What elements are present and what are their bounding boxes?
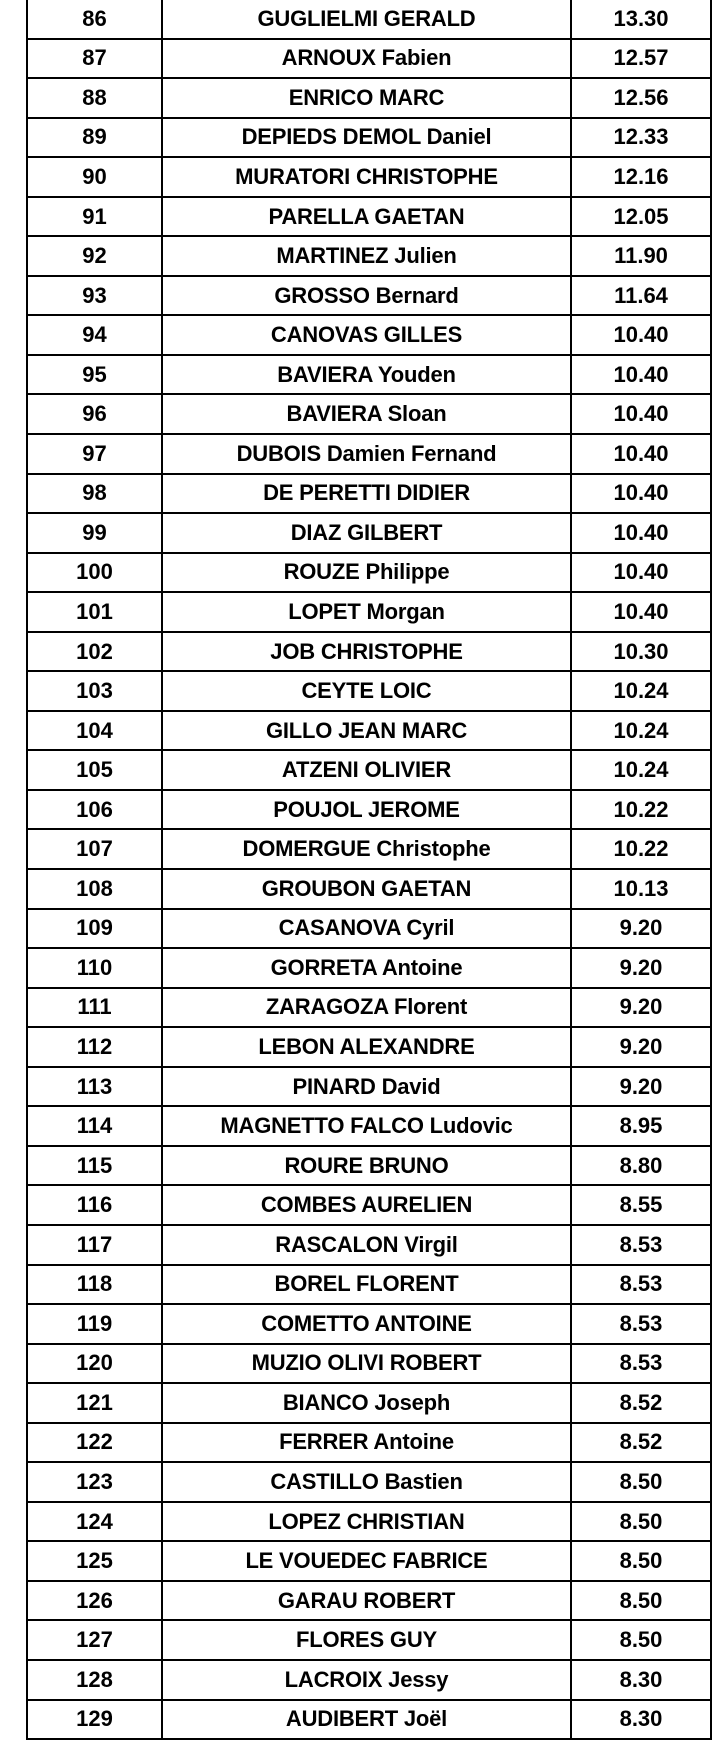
name-cell: CANOVAS GILLES	[162, 315, 571, 355]
score-cell: 9.20	[571, 909, 711, 949]
name-cell: CASTILLO Bastien	[162, 1462, 571, 1502]
score-cell: 10.40	[571, 592, 711, 632]
name-cell: DIAZ GILBERT	[162, 513, 571, 553]
name-cell: GORRETA Antoine	[162, 948, 571, 988]
score-cell: 10.22	[571, 790, 711, 830]
rank-cell: 101	[27, 592, 162, 632]
rank-cell: 104	[27, 711, 162, 751]
score-cell: 10.40	[571, 394, 711, 434]
table-row	[27, 355, 711, 395]
name-cell: BAVIERA Youden	[162, 355, 571, 395]
rank-cell: 125	[27, 1541, 162, 1581]
score-cell: 8.30	[571, 1700, 711, 1740]
name-cell: COMETTO ANTOINE	[162, 1304, 571, 1344]
rank-cell: 93	[27, 276, 162, 316]
rank-cell: 97	[27, 434, 162, 474]
table-row	[27, 474, 711, 514]
rank-cell: 117	[27, 1225, 162, 1265]
name-cell: LOPEZ CHRISTIAN	[162, 1502, 571, 1542]
rank-cell: 121	[27, 1383, 162, 1423]
rank-cell: 98	[27, 474, 162, 514]
name-cell: BIANCO Joseph	[162, 1383, 571, 1423]
score-cell: 12.05	[571, 197, 711, 237]
score-cell: 10.40	[571, 553, 711, 593]
rank-cell: 100	[27, 553, 162, 593]
rank-cell: 102	[27, 632, 162, 672]
score-cell: 8.53	[571, 1225, 711, 1265]
score-cell: 12.33	[571, 118, 711, 158]
table-row	[27, 553, 711, 593]
name-cell: BOREL FLORENT	[162, 1265, 571, 1305]
name-cell: FLORES GUY	[162, 1620, 571, 1660]
score-cell: 9.20	[571, 948, 711, 988]
name-cell: ROURE BRUNO	[162, 1146, 571, 1186]
table-row	[27, 0, 711, 39]
table-row	[27, 39, 711, 79]
rank-cell: 116	[27, 1185, 162, 1225]
rank-cell: 115	[27, 1146, 162, 1186]
rank-cell: 92	[27, 236, 162, 276]
table-row	[27, 1620, 711, 1660]
rank-cell: 108	[27, 869, 162, 909]
score-cell: 9.20	[571, 988, 711, 1028]
rank-cell: 107	[27, 829, 162, 869]
score-cell: 8.53	[571, 1265, 711, 1305]
rank-cell: 103	[27, 671, 162, 711]
score-cell: 8.50	[571, 1620, 711, 1660]
ranking-table	[26, 0, 712, 1740]
name-cell: MURATORI CHRISTOPHE	[162, 157, 571, 197]
name-cell: ATZENI OLIVIER	[162, 750, 571, 790]
score-cell: 11.64	[571, 276, 711, 316]
rank-cell: 90	[27, 157, 162, 197]
table-row	[27, 1423, 711, 1463]
table-row	[27, 790, 711, 830]
name-cell: GROSSO Bernard	[162, 276, 571, 316]
rank-cell: 91	[27, 197, 162, 237]
rank-cell: 119	[27, 1304, 162, 1344]
table-row	[27, 513, 711, 553]
name-cell: ROUZE Philippe	[162, 553, 571, 593]
score-cell: 10.40	[571, 513, 711, 553]
table-row	[27, 197, 711, 237]
table-row	[27, 1541, 711, 1581]
ranking-sheet	[26, 0, 710, 1740]
name-cell: DOMERGUE Christophe	[162, 829, 571, 869]
table-row	[27, 118, 711, 158]
name-cell: LACROIX Jessy	[162, 1660, 571, 1700]
table-row	[27, 276, 711, 316]
score-cell: 10.40	[571, 474, 711, 514]
table-row	[27, 1067, 711, 1107]
name-cell: ARNOUX Fabien	[162, 39, 571, 79]
table-row	[27, 1304, 711, 1344]
score-cell: 8.53	[571, 1304, 711, 1344]
table-row	[27, 157, 711, 197]
rank-cell: 99	[27, 513, 162, 553]
table-row	[27, 1660, 711, 1700]
score-cell: 10.22	[571, 829, 711, 869]
score-cell: 10.13	[571, 869, 711, 909]
table-row	[27, 988, 711, 1028]
name-cell: JOB CHRISTOPHE	[162, 632, 571, 672]
score-cell: 8.50	[571, 1541, 711, 1581]
score-cell: 10.40	[571, 315, 711, 355]
rank-cell: 96	[27, 394, 162, 434]
table-row	[27, 434, 711, 474]
rank-cell: 129	[27, 1700, 162, 1740]
score-cell: 8.52	[571, 1383, 711, 1423]
rank-cell: 113	[27, 1067, 162, 1107]
score-cell: 8.50	[571, 1462, 711, 1502]
name-cell: DUBOIS Damien Fernand	[162, 434, 571, 474]
rank-cell: 88	[27, 78, 162, 118]
table-row	[27, 315, 711, 355]
table-row	[27, 1344, 711, 1384]
rank-cell: 94	[27, 315, 162, 355]
score-cell: 10.40	[571, 434, 711, 474]
score-cell: 12.57	[571, 39, 711, 79]
score-cell: 8.95	[571, 1106, 711, 1146]
table-row	[27, 948, 711, 988]
name-cell: MARTINEZ Julien	[162, 236, 571, 276]
score-cell: 9.20	[571, 1067, 711, 1107]
rank-cell: 126	[27, 1581, 162, 1621]
score-cell: 12.56	[571, 78, 711, 118]
name-cell: GILLO JEAN MARC	[162, 711, 571, 751]
score-cell: 9.20	[571, 1027, 711, 1067]
table-row	[27, 1265, 711, 1305]
rank-cell: 110	[27, 948, 162, 988]
score-cell: 8.53	[571, 1344, 711, 1384]
table-row	[27, 1700, 711, 1740]
name-cell: GROUBON GAETAN	[162, 869, 571, 909]
name-cell: PINARD David	[162, 1067, 571, 1107]
name-cell: GARAU ROBERT	[162, 1581, 571, 1621]
name-cell: ZARAGOZA Florent	[162, 988, 571, 1028]
score-cell: 10.24	[571, 750, 711, 790]
rank-cell: 123	[27, 1462, 162, 1502]
rank-cell: 89	[27, 118, 162, 158]
name-cell: AUDIBERT Joël	[162, 1700, 571, 1740]
score-cell: 10.24	[571, 711, 711, 751]
rank-cell: 105	[27, 750, 162, 790]
name-cell: GUGLIELMI GERALD	[162, 0, 571, 39]
name-cell: LEBON ALEXANDRE	[162, 1027, 571, 1067]
rank-cell: 127	[27, 1620, 162, 1660]
score-cell: 12.16	[571, 157, 711, 197]
name-cell: MAGNETTO FALCO Ludovic	[162, 1106, 571, 1146]
rank-cell: 114	[27, 1106, 162, 1146]
table-row	[27, 1027, 711, 1067]
table-row	[27, 1581, 711, 1621]
table-row	[27, 592, 711, 632]
name-cell: MUZIO OLIVI ROBERT	[162, 1344, 571, 1384]
name-cell: COMBES AURELIEN	[162, 1185, 571, 1225]
table-row	[27, 909, 711, 949]
table-row	[27, 1383, 711, 1423]
name-cell: LOPET Morgan	[162, 592, 571, 632]
table-row	[27, 394, 711, 434]
table-row	[27, 711, 711, 751]
name-cell: DE PERETTI DIDIER	[162, 474, 571, 514]
table-row	[27, 1225, 711, 1265]
score-cell: 8.50	[571, 1581, 711, 1621]
table-row	[27, 78, 711, 118]
rank-cell: 112	[27, 1027, 162, 1067]
rank-cell: 118	[27, 1265, 162, 1305]
table-row	[27, 869, 711, 909]
rank-cell: 87	[27, 39, 162, 79]
name-cell: PARELLA GAETAN	[162, 197, 571, 237]
rank-cell: 86	[27, 0, 162, 39]
ranking-table-body	[27, 0, 711, 1739]
table-row	[27, 671, 711, 711]
score-cell: 10.24	[571, 671, 711, 711]
score-cell: 8.55	[571, 1185, 711, 1225]
name-cell: ENRICO MARC	[162, 78, 571, 118]
name-cell: CEYTE LOIC	[162, 671, 571, 711]
score-cell: 11.90	[571, 236, 711, 276]
score-cell: 10.30	[571, 632, 711, 672]
table-row	[27, 632, 711, 672]
table-row	[27, 1146, 711, 1186]
rank-cell: 111	[27, 988, 162, 1028]
name-cell: DEPIEDS DEMOL Daniel	[162, 118, 571, 158]
name-cell: BAVIERA Sloan	[162, 394, 571, 434]
name-cell: CASANOVA Cyril	[162, 909, 571, 949]
table-row	[27, 1502, 711, 1542]
name-cell: FERRER Antoine	[162, 1423, 571, 1463]
table-row	[27, 1462, 711, 1502]
rank-cell: 128	[27, 1660, 162, 1700]
name-cell: LE VOUEDEC FABRICE	[162, 1541, 571, 1581]
name-cell: RASCALON Virgil	[162, 1225, 571, 1265]
name-cell: POUJOL JEROME	[162, 790, 571, 830]
score-cell: 8.80	[571, 1146, 711, 1186]
score-cell: 8.52	[571, 1423, 711, 1463]
table-row	[27, 236, 711, 276]
rank-cell: 122	[27, 1423, 162, 1463]
score-cell: 10.40	[571, 355, 711, 395]
score-cell: 8.50	[571, 1502, 711, 1542]
table-row	[27, 1106, 711, 1146]
table-row	[27, 750, 711, 790]
table-row	[27, 1185, 711, 1225]
rank-cell: 120	[27, 1344, 162, 1384]
score-cell: 13.30	[571, 0, 711, 39]
rank-cell: 95	[27, 355, 162, 395]
table-row	[27, 829, 711, 869]
rank-cell: 124	[27, 1502, 162, 1542]
rank-cell: 109	[27, 909, 162, 949]
score-cell: 8.30	[571, 1660, 711, 1700]
rank-cell: 106	[27, 790, 162, 830]
